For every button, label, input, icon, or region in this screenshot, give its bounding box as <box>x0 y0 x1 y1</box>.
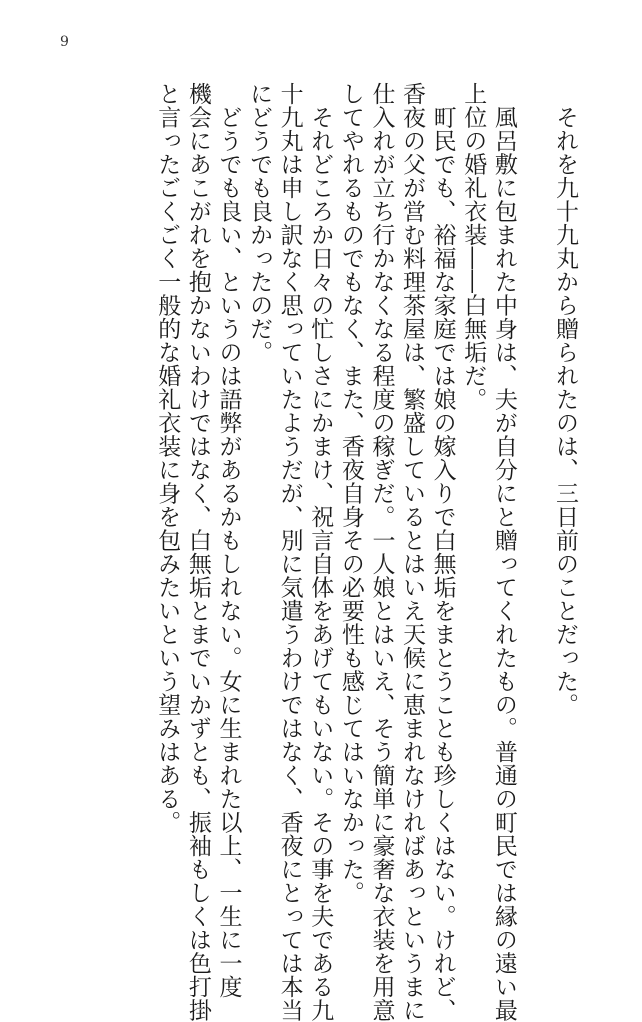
page-number: 9 <box>60 34 69 50</box>
text-line: してやれるものでもなく、また、香夜自身その必要性も感じてはいなかった。 <box>337 82 364 905</box>
text-line: それを九十九丸から贈られたのは、三日前のことだった。 <box>552 82 578 717</box>
text-line: 十九丸は申し訳なく思っていたようだが、別に気遣うわけではなく、香夜にとっては本当 <box>276 82 303 1022</box>
text-line: 上位の婚礼衣装――白無垢だ。 <box>460 82 487 411</box>
text-line: 町民でも、裕福な家庭では娘の嫁入りで白無垢をまとうことも珍しくはない。けれど、 <box>429 82 456 1022</box>
text-line: それどころか日々の忙しさにかまけ、祝言自体をあげてもいない。その事を夫である九 <box>307 82 334 1022</box>
text-line: 香夜の父が営む料理茶屋は、繁盛しているとはいえ天候に恵まれなければあっというまに <box>399 82 426 1022</box>
text-line: 風呂敷に包まれた中身は、夫が自分にと贈ってくれたもの。普通の町民では縁の遠い最 <box>490 82 517 1022</box>
text-line <box>519 82 550 862</box>
text-line: 仕入れが立ち行かなくなる程度の稼ぎだ。一人娘とはいえ、そう簡単に豪奢な衣装を用意 <box>368 82 395 1022</box>
text-line: にどうでも良かったのだ。 <box>246 82 273 364</box>
text-line: 機会にあこがれを抱かないわけではなく、白無垢とまでいかずとも、振袖もしくは色打掛 <box>184 82 211 1022</box>
text-line: と言ったごくごく一般的な婚礼衣装に身を包みたいという望みはある。 <box>154 82 181 834</box>
vertical-text-block <box>152 82 580 1022</box>
text-line: どうでも良い、というのは語弊があるかもしれない。女に生まれた以上、一生に一度 <box>215 82 242 999</box>
